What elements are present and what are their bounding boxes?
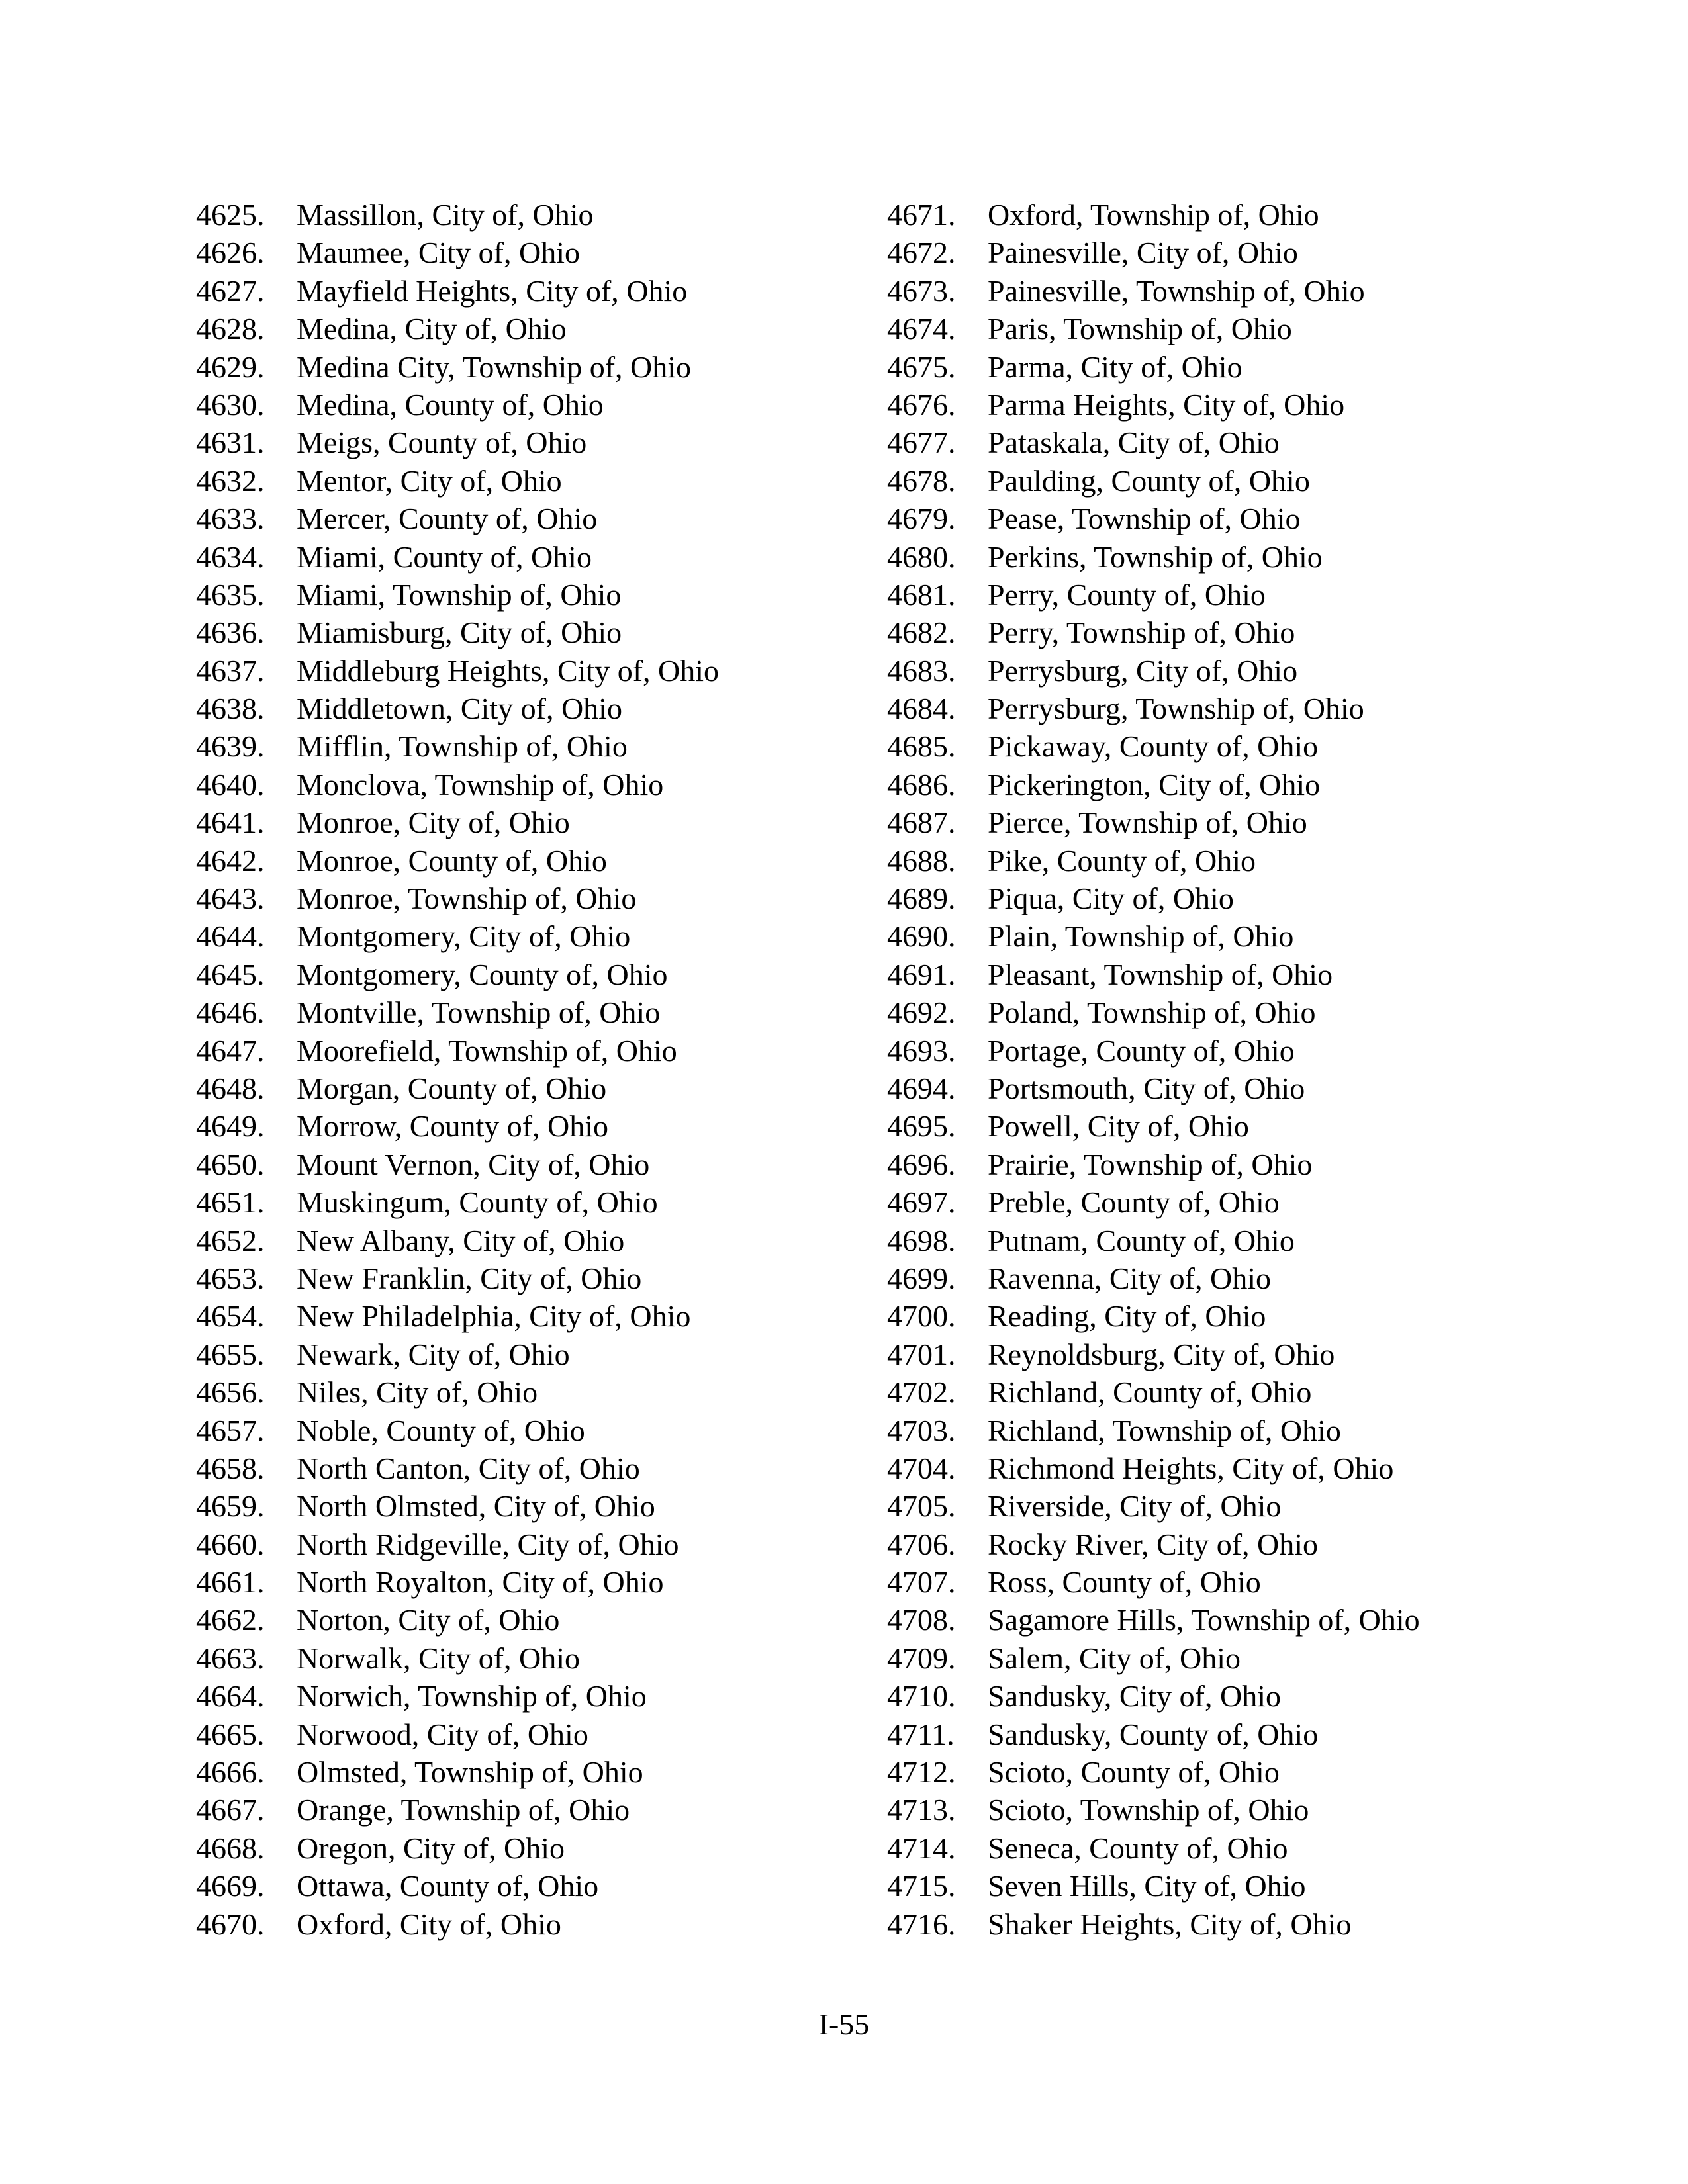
list-item bbox=[887, 993, 1549, 1031]
entry-name: Ottawa, County of, Ohio bbox=[297, 1869, 599, 1903]
entry-number: 4693. bbox=[887, 1033, 956, 1068]
list-item bbox=[196, 842, 871, 880]
entry-number: 4694. bbox=[887, 1071, 956, 1105]
list-item bbox=[196, 1336, 871, 1373]
entry-name: Parma, City of, Ohio bbox=[988, 349, 1243, 384]
entry-number: 4673. bbox=[887, 273, 956, 308]
list-item bbox=[196, 1183, 871, 1221]
entry-number: 4663. bbox=[196, 1641, 265, 1675]
list-item bbox=[887, 1905, 1549, 1943]
entry-number: 4655. bbox=[196, 1337, 265, 1371]
list-item bbox=[887, 1601, 1549, 1639]
entry-number: 4625. bbox=[196, 198, 265, 232]
list-item bbox=[196, 614, 871, 651]
entry-name: North Olmsted, City of, Ohio bbox=[297, 1489, 655, 1524]
entry-name: Riverside, City of, Ohio bbox=[988, 1489, 1282, 1524]
entry-number: 4702. bbox=[887, 1375, 956, 1410]
entry-name: Reynoldsburg, City of, Ohio bbox=[988, 1337, 1335, 1371]
list-item bbox=[196, 1563, 871, 1601]
entry-name: Pataskala, City of, Ohio bbox=[988, 426, 1280, 460]
entry-name: New Philadelphia, City of, Ohio bbox=[297, 1299, 691, 1334]
entry-name: North Royalton, City of, Ohio bbox=[297, 1565, 664, 1600]
entry-name: Perrysburg, Township of, Ohio bbox=[988, 692, 1364, 726]
entry-name: Newark, City of, Ohio bbox=[297, 1337, 570, 1371]
list-item bbox=[887, 1487, 1549, 1525]
entry-number: 4675. bbox=[887, 349, 956, 384]
entry-number: 4684. bbox=[887, 692, 956, 726]
entry-number: 4703. bbox=[887, 1413, 956, 1447]
entry-number: 4698. bbox=[887, 1223, 956, 1257]
list-item bbox=[887, 1297, 1549, 1335]
list-item bbox=[887, 766, 1549, 803]
list-item bbox=[887, 1412, 1549, 1449]
entry-name: Niles, City of, Ohio bbox=[297, 1375, 538, 1410]
entry-number: 4691. bbox=[887, 957, 956, 991]
entry-number: 4657. bbox=[196, 1413, 265, 1447]
entry-number: 4626. bbox=[196, 236, 265, 270]
entry-number: 4680. bbox=[887, 539, 956, 574]
entry-name: Mercer, County of, Ohio bbox=[297, 502, 598, 536]
list-item bbox=[887, 538, 1549, 576]
entry-name: North Ridgeville, City of, Ohio bbox=[297, 1527, 679, 1561]
entry-name: Monroe, County of, Ohio bbox=[297, 843, 607, 878]
entry-name: Oxford, City of, Ohio bbox=[297, 1907, 561, 1941]
entry-number: 4656. bbox=[196, 1375, 265, 1410]
list-item bbox=[887, 310, 1549, 347]
entry-number: 4678. bbox=[887, 463, 956, 498]
entry-number: 4715. bbox=[887, 1869, 956, 1903]
list-item bbox=[887, 348, 1549, 386]
entry-number: 4632. bbox=[196, 463, 265, 498]
entry-number: 4706. bbox=[887, 1527, 956, 1561]
entry-name: Pike, County of, Ohio bbox=[988, 843, 1256, 878]
entry-number: 4630. bbox=[196, 387, 265, 422]
entry-name: Pickaway, County of, Ohio bbox=[988, 729, 1319, 764]
list-item bbox=[196, 727, 871, 765]
list-item bbox=[887, 1791, 1549, 1829]
entry-list-right bbox=[887, 196, 1549, 1943]
entry-name: Ross, County of, Ohio bbox=[988, 1565, 1261, 1600]
list-item bbox=[196, 1829, 871, 1867]
entry-number: 4659. bbox=[196, 1489, 265, 1524]
entry-number: 4666. bbox=[196, 1755, 265, 1790]
entry-number: 4628. bbox=[196, 312, 265, 346]
entry-number: 4677. bbox=[887, 426, 956, 460]
entry-name: Poland, Township of, Ohio bbox=[988, 995, 1316, 1030]
entry-name: Pickerington, City of, Ohio bbox=[988, 767, 1321, 801]
entry-number: 4660. bbox=[196, 1527, 265, 1561]
list-item bbox=[196, 386, 871, 424]
entry-name: Richland, County of, Ohio bbox=[988, 1375, 1312, 1410]
entry-name: Miamisburg, City of, Ohio bbox=[297, 615, 622, 650]
entry-name: Meigs, County of, Ohio bbox=[297, 426, 587, 460]
entry-name: Paulding, County of, Ohio bbox=[988, 463, 1310, 498]
entry-list-left bbox=[196, 196, 871, 1943]
entry-number: 4629. bbox=[196, 349, 265, 384]
entry-name: Massillon, City of, Ohio bbox=[297, 198, 594, 232]
list-item bbox=[196, 310, 871, 347]
entry-name: Mayfield Heights, City of, Ohio bbox=[297, 273, 688, 308]
list-item bbox=[196, 1146, 871, 1183]
list-item bbox=[196, 1905, 871, 1943]
list-item bbox=[196, 1867, 871, 1905]
entry-name: Sandusky, County of, Ohio bbox=[988, 1717, 1319, 1751]
list-item bbox=[196, 196, 871, 234]
entry-number: 4700. bbox=[887, 1299, 956, 1334]
list-item bbox=[887, 500, 1549, 537]
list-item bbox=[887, 690, 1549, 727]
entry-number: 4639. bbox=[196, 729, 265, 764]
entry-number: 4645. bbox=[196, 957, 265, 991]
entry-number: 4713. bbox=[887, 1793, 956, 1827]
entry-number: 4636. bbox=[196, 615, 265, 650]
entry-number: 4672. bbox=[887, 236, 956, 270]
entry-name: Morgan, County of, Ohio bbox=[297, 1071, 607, 1105]
entry-name: Sandusky, City of, Ohio bbox=[988, 1679, 1281, 1713]
entry-number: 4654. bbox=[196, 1299, 265, 1334]
entry-number: 4712. bbox=[887, 1755, 956, 1790]
entry-name: Mentor, City of, Ohio bbox=[297, 463, 562, 498]
entry-name: Oxford, Township of, Ohio bbox=[988, 198, 1319, 232]
entry-name: Pleasant, Township of, Ohio bbox=[988, 957, 1333, 991]
entry-number: 4665. bbox=[196, 1717, 265, 1751]
entry-number: 4704. bbox=[887, 1451, 956, 1485]
entry-name: Miami, Township of, Ohio bbox=[297, 577, 622, 612]
entry-number: 4664. bbox=[196, 1679, 265, 1713]
entry-number: 4653. bbox=[196, 1261, 265, 1295]
entry-name: Seven Hills, City of, Ohio bbox=[988, 1869, 1306, 1903]
list-item bbox=[887, 727, 1549, 765]
entry-number: 4685. bbox=[887, 729, 956, 764]
entry-number: 4707. bbox=[887, 1565, 956, 1600]
entry-number: 4635. bbox=[196, 577, 265, 612]
list-item bbox=[196, 1487, 871, 1525]
list-item bbox=[196, 272, 871, 310]
list-item bbox=[196, 500, 871, 537]
list-item bbox=[196, 576, 871, 614]
list-item bbox=[887, 576, 1549, 614]
entry-number: 4642. bbox=[196, 843, 265, 878]
list-item bbox=[887, 1373, 1549, 1411]
list-item bbox=[196, 1753, 871, 1791]
entry-number: 4683. bbox=[887, 653, 956, 688]
entry-number: 4689. bbox=[887, 882, 956, 916]
entry-number: 4649. bbox=[196, 1109, 265, 1144]
list-item bbox=[196, 956, 871, 993]
list-item bbox=[196, 1259, 871, 1297]
entry-number: 4711. bbox=[887, 1717, 955, 1751]
entry-number: 4699. bbox=[887, 1261, 956, 1295]
entry-name: Moorefield, Township of, Ohio bbox=[297, 1033, 677, 1068]
entry-number: 4669. bbox=[196, 1869, 265, 1903]
entry-number: 4658. bbox=[196, 1451, 265, 1485]
list-item bbox=[887, 1639, 1549, 1677]
entry-number: 4646. bbox=[196, 995, 265, 1030]
entry-number: 4641. bbox=[196, 805, 265, 840]
list-item bbox=[196, 234, 871, 271]
list-item bbox=[887, 803, 1549, 841]
list-item bbox=[887, 1563, 1549, 1601]
entry-name: Montville, Township of, Ohio bbox=[297, 995, 661, 1030]
entry-number: 4644. bbox=[196, 919, 265, 954]
list-item bbox=[887, 234, 1549, 271]
list-item bbox=[887, 956, 1549, 993]
entry-number: 4690. bbox=[887, 919, 956, 954]
entry-name: Richland, Township of, Ohio bbox=[988, 1413, 1341, 1447]
entry-name: Medina City, Township of, Ohio bbox=[297, 349, 692, 384]
list-item bbox=[887, 386, 1549, 424]
entry-number: 4631. bbox=[196, 426, 265, 460]
entry-name: Parma Heights, City of, Ohio bbox=[988, 387, 1345, 422]
list-item bbox=[196, 348, 871, 386]
list-item bbox=[887, 1829, 1549, 1867]
list-item bbox=[196, 1715, 871, 1753]
list-item bbox=[196, 1032, 871, 1069]
entry-number: 4687. bbox=[887, 805, 956, 840]
list-item bbox=[196, 1525, 871, 1563]
list-item bbox=[887, 1107, 1549, 1145]
list-item bbox=[196, 690, 871, 727]
entry-name: Perry, County of, Ohio bbox=[988, 577, 1266, 612]
list-item bbox=[887, 1449, 1549, 1487]
entry-name: Orange, Township of, Ohio bbox=[297, 1793, 630, 1827]
list-item bbox=[887, 1867, 1549, 1905]
entry-name: Monclova, Township of, Ohio bbox=[297, 767, 664, 801]
list-item bbox=[196, 880, 871, 917]
entry-number: 4647. bbox=[196, 1033, 265, 1068]
entry-number: 4648. bbox=[196, 1071, 265, 1105]
entry-name: New Franklin, City of, Ohio bbox=[297, 1261, 642, 1295]
entry-number: 4695. bbox=[887, 1109, 956, 1144]
entry-name: Seneca, County of, Ohio bbox=[988, 1831, 1288, 1865]
entry-number: 4697. bbox=[887, 1185, 956, 1220]
entry-name: New Albany, City of, Ohio bbox=[297, 1223, 625, 1257]
entry-number: 4686. bbox=[887, 767, 956, 801]
entry-name: Norwood, City of, Ohio bbox=[297, 1717, 588, 1751]
list-item bbox=[887, 1222, 1549, 1259]
entry-name: Ravenna, City of, Ohio bbox=[988, 1261, 1271, 1295]
entry-name: Perrysburg, City of, Ohio bbox=[988, 653, 1298, 688]
entry-name: Reading, City of, Ohio bbox=[988, 1299, 1266, 1334]
entry-number: 4650. bbox=[196, 1147, 265, 1181]
list-item bbox=[887, 1336, 1549, 1373]
entry-name: Medina, County of, Ohio bbox=[297, 387, 604, 422]
list-item bbox=[887, 842, 1549, 880]
entry-number: 4701. bbox=[887, 1337, 956, 1371]
entry-name: Mount Vernon, City of, Ohio bbox=[297, 1147, 650, 1181]
list-item bbox=[887, 1032, 1549, 1069]
list-item bbox=[887, 424, 1549, 461]
list-item bbox=[887, 196, 1549, 234]
entry-number: 4709. bbox=[887, 1641, 956, 1675]
entry-number: 4688. bbox=[887, 843, 956, 878]
list-item bbox=[887, 652, 1549, 690]
entry-name: Putnam, County of, Ohio bbox=[988, 1223, 1295, 1257]
list-item bbox=[887, 917, 1549, 955]
entry-number: 4696. bbox=[887, 1147, 956, 1181]
list-item bbox=[196, 462, 871, 500]
entry-name: Sagamore Hills, Township of, Ohio bbox=[988, 1603, 1420, 1637]
entry-name: Noble, County of, Ohio bbox=[297, 1413, 585, 1447]
entry-number: 4633. bbox=[196, 502, 265, 536]
list-item bbox=[196, 1601, 871, 1639]
list-item bbox=[887, 1715, 1549, 1753]
list-item bbox=[196, 803, 871, 841]
entry-number: 4652. bbox=[196, 1223, 265, 1257]
entry-number: 4668. bbox=[196, 1831, 265, 1865]
entry-name: Medina, City of, Ohio bbox=[297, 312, 567, 346]
list-item bbox=[887, 1677, 1549, 1715]
entry-name: Middleburg Heights, City of, Ohio bbox=[297, 653, 720, 688]
entry-name: Norton, City of, Ohio bbox=[297, 1603, 560, 1637]
list-item bbox=[196, 1107, 871, 1145]
list-item bbox=[196, 993, 871, 1031]
entry-number: 4676. bbox=[887, 387, 956, 422]
entry-name: Piqua, City of, Ohio bbox=[988, 882, 1234, 916]
entry-number: 4651. bbox=[196, 1185, 265, 1220]
list-item bbox=[887, 1525, 1549, 1563]
entry-number: 4679. bbox=[887, 502, 956, 536]
entry-name: Salem, City of, Ohio bbox=[988, 1641, 1241, 1675]
entry-name: North Canton, City of, Ohio bbox=[297, 1451, 640, 1485]
entry-number: 4681. bbox=[887, 577, 956, 612]
list-item bbox=[887, 1259, 1549, 1297]
entry-number: 4714. bbox=[887, 1831, 956, 1865]
list-item bbox=[196, 538, 871, 576]
list-item bbox=[196, 766, 871, 803]
list-item bbox=[887, 1183, 1549, 1221]
list-item bbox=[196, 652, 871, 690]
list-item bbox=[887, 880, 1549, 917]
entry-name: Monroe, Township of, Ohio bbox=[297, 882, 637, 916]
entry-name: Miami, County of, Ohio bbox=[297, 539, 592, 574]
entry-name: Shaker Heights, City of, Ohio bbox=[988, 1907, 1352, 1941]
list-item bbox=[196, 1791, 871, 1829]
entry-name: Richmond Heights, City of, Ohio bbox=[988, 1451, 1394, 1485]
entry-name: Perkins, Township of, Ohio bbox=[988, 539, 1323, 574]
entry-number: 4661. bbox=[196, 1565, 265, 1600]
entry-number: 4710. bbox=[887, 1679, 956, 1713]
entry-name: Mifflin, Township of, Ohio bbox=[297, 729, 628, 764]
entry-name: Pierce, Township of, Ohio bbox=[988, 805, 1307, 840]
entry-name: Painesville, Township of, Ohio bbox=[988, 273, 1365, 308]
entry-number: 4667. bbox=[196, 1793, 265, 1827]
entry-name: Montgomery, County of, Ohio bbox=[297, 957, 668, 991]
entry-name: Maumee, City of, Ohio bbox=[297, 236, 580, 270]
entry-name: Preble, County of, Ohio bbox=[988, 1185, 1280, 1220]
entry-number: 4705. bbox=[887, 1489, 956, 1524]
entry-name: Morrow, County of, Ohio bbox=[297, 1109, 609, 1144]
list-item bbox=[196, 1069, 871, 1107]
list-item bbox=[196, 1449, 871, 1487]
entry-number: 4662. bbox=[196, 1603, 265, 1637]
list-item bbox=[196, 424, 871, 461]
list-item bbox=[887, 272, 1549, 310]
entry-name: Rocky River, City of, Ohio bbox=[988, 1527, 1319, 1561]
entry-number: 4716. bbox=[887, 1907, 956, 1941]
entry-number: 4671. bbox=[887, 198, 956, 232]
entry-name: Scioto, Township of, Ohio bbox=[988, 1793, 1309, 1827]
entry-number: 4637. bbox=[196, 653, 265, 688]
entry-name: Painesville, City of, Ohio bbox=[988, 236, 1298, 270]
list-item bbox=[887, 614, 1549, 651]
entry-name: Olmsted, Township of, Ohio bbox=[297, 1755, 643, 1790]
entry-name: Plain, Township of, Ohio bbox=[988, 919, 1294, 954]
list-item bbox=[887, 1146, 1549, 1183]
entry-name: Middletown, City of, Ohio bbox=[297, 692, 622, 726]
entry-name: Perry, Township of, Ohio bbox=[988, 615, 1295, 650]
list-item bbox=[887, 1069, 1549, 1107]
list-item bbox=[196, 1412, 871, 1449]
entry-name: Muskingum, County of, Ohio bbox=[297, 1185, 658, 1220]
entry-number: 4708. bbox=[887, 1603, 956, 1637]
entry-name: Norwich, Township of, Ohio bbox=[297, 1679, 647, 1713]
page-number: I-55 bbox=[818, 2007, 870, 2041]
entry-number: 4692. bbox=[887, 995, 956, 1030]
entry-number: 4670. bbox=[196, 1907, 265, 1941]
entry-name: Portage, County of, Ohio bbox=[988, 1033, 1295, 1068]
entry-name: Paris, Township of, Ohio bbox=[988, 312, 1292, 346]
entry-name: Norwalk, City of, Ohio bbox=[297, 1641, 581, 1675]
entry-number: 4627. bbox=[196, 273, 265, 308]
entry-name: Scioto, County of, Ohio bbox=[988, 1755, 1280, 1790]
list-item bbox=[196, 1297, 871, 1335]
list-item bbox=[196, 917, 871, 955]
entry-number: 4682. bbox=[887, 615, 956, 650]
entry-name: Powell, City of, Ohio bbox=[988, 1109, 1249, 1144]
entry-number: 4638. bbox=[196, 692, 265, 726]
entry-number: 4643. bbox=[196, 882, 265, 916]
entry-number: 4674. bbox=[887, 312, 956, 346]
list-item bbox=[887, 462, 1549, 500]
entry-name: Prairie, Township of, Ohio bbox=[988, 1147, 1313, 1181]
list-item bbox=[196, 1677, 871, 1715]
entry-name: Montgomery, City of, Ohio bbox=[297, 919, 631, 954]
entry-name: Portsmouth, City of, Ohio bbox=[988, 1071, 1305, 1105]
list-item bbox=[196, 1639, 871, 1677]
entry-name: Monroe, City of, Ohio bbox=[297, 805, 570, 840]
entry-number: 4634. bbox=[196, 539, 265, 574]
entry-name: Oregon, City of, Ohio bbox=[297, 1831, 565, 1865]
entry-number: 4640. bbox=[196, 767, 265, 801]
entry-name: Pease, Township of, Ohio bbox=[988, 502, 1301, 536]
list-item bbox=[196, 1222, 871, 1259]
list-item bbox=[887, 1753, 1549, 1791]
list-item bbox=[196, 1373, 871, 1411]
